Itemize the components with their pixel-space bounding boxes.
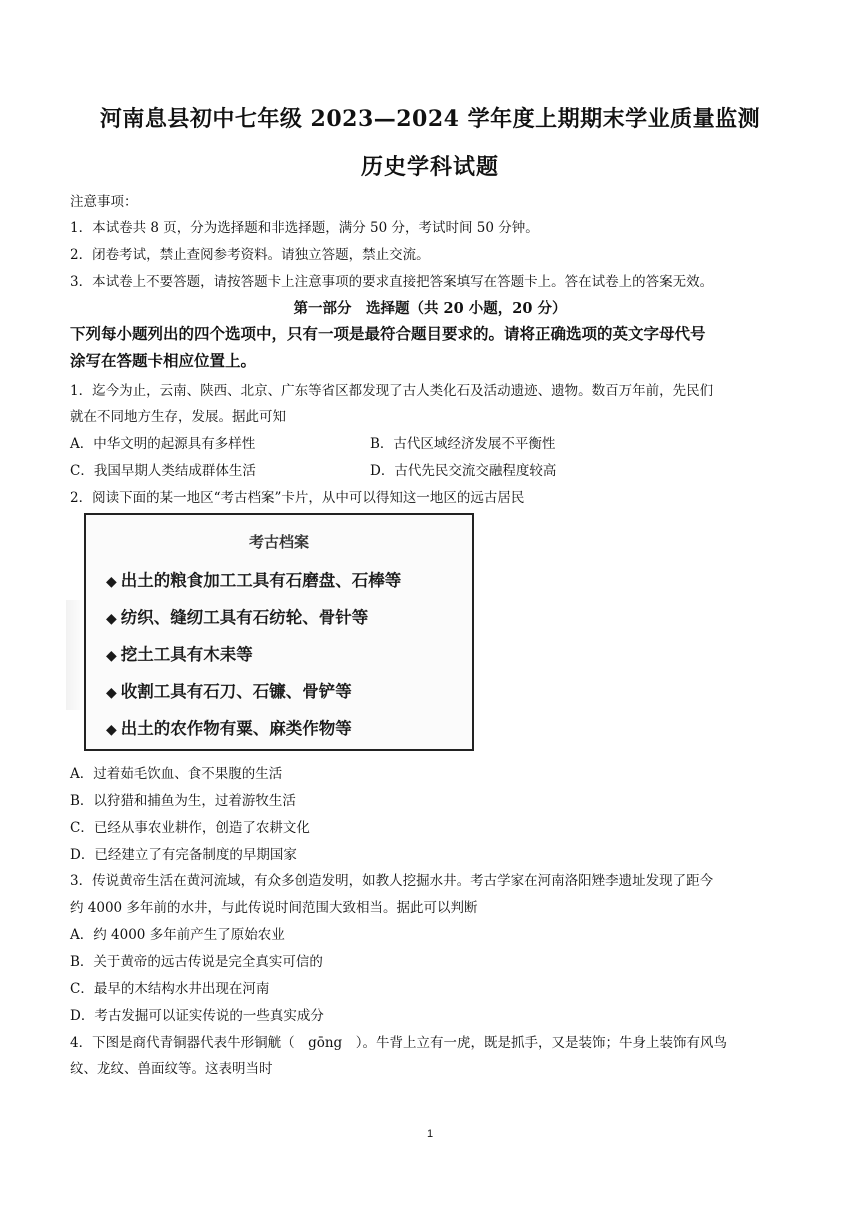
- part1-instruction: 下列每小题列出的四个选项中，只有一项是最符合题目要求的。请将正确选项的英文字母代号: [70, 324, 706, 343]
- q2-option-a: A．过着茹毛饮血、食不果腹的生活: [70, 766, 283, 782]
- q2-stem: 2．阅读下面的某一地区“考古档案”卡片，从中可以得知这一地区的远古居民: [70, 490, 525, 506]
- part1-heading: 第一部分 选择题（共 20 小题，20 分）: [293, 300, 567, 317]
- part1-instruction: 涂写在答题卡相应位置上。: [70, 351, 257, 370]
- exam-subtitle: 历史学科试题: [360, 154, 499, 180]
- diamond-bullet-icon: ◆: [106, 722, 117, 738]
- q3-option-d: D．考古发掘可以证实传说的一些真实成分: [70, 1008, 324, 1024]
- q3-stem: 3．传说黄帝生活在黄河流域，有众多创造发明，如教人挖掘水井。考古学家在河南洛阳矬李遗址发现了距今: [70, 873, 714, 889]
- q1-stem: 就在不同地方生存，发展。据此可知: [70, 409, 286, 425]
- q2-option-d: D．已经建立了有完备制度的早期国家: [70, 847, 297, 863]
- q4-stem: 纹、龙纹、兽面纹等。这表明当时: [70, 1061, 273, 1077]
- diamond-bullet-icon: ◆: [106, 648, 117, 664]
- archaeology-card: [84, 513, 474, 751]
- scan-shadow: [66, 600, 86, 710]
- q1-stem: 1．迄今为止，云南、陕西、北京、广东等省区都发现了古人类化石及活动遗迹、遗物。数百万年前，先民们: [70, 383, 714, 399]
- q1-option-a: A．中华文明的起源具有多样性: [70, 436, 256, 452]
- diamond-bullet-icon: ◆: [106, 685, 117, 701]
- card-item: ◆ 出土的粮食加工工具有石磨盘、石棒等: [106, 571, 402, 590]
- q2-option-b: B．以狩猎和捕鱼为生，过着游牧生活: [70, 793, 296, 809]
- q1-option-d: D．古代先民交流交融程度较高: [370, 463, 557, 479]
- q3-option-b: B．关于黄帝的远古传说是完全真实可信的: [70, 954, 323, 970]
- card-item: ◆ 出土的农作物有粟、麻类作物等: [106, 719, 352, 738]
- q3-option-c: C．最早的木结构水井出现在河南: [70, 981, 270, 997]
- notice-item: 3．本试卷上不要答题，请按答题卡上注意事项的要求直接把答案填写在答题卡上。答在试卷上的答案无效。: [70, 274, 714, 290]
- card-item: ◆ 挖土工具有木耒等: [106, 645, 253, 664]
- notice-item: 1．本试卷共 8 页，分为选择题和非选择题，满分 50 分，考试时间 50 分钟。: [70, 220, 539, 236]
- notice-heading: 注意事项：: [70, 194, 138, 210]
- q3-stem: 约 4000 多年前的水井，与此传说时间范围大致相当。据此可以判断: [70, 900, 478, 916]
- diamond-bullet-icon: ◆: [106, 611, 117, 627]
- q2-option-c: C．已经从事农业耕作，创造了农耕文化: [70, 820, 310, 836]
- card-item: ◆ 纺织、缝纫工具有石纺轮、骨针等: [106, 608, 369, 627]
- q1-option-c: C．我国早期人类结成群体生活: [70, 463, 256, 479]
- card-item: ◆ 收割工具有石刀、石镰、骨铲等: [106, 682, 352, 701]
- q1-option-b: B．古代区域经济发展不平衡性: [370, 436, 556, 452]
- q4-stem: 4．下图是商代青铜器代表牛形铜觥（ gōng ）。牛背上立有一虎，既是抓手，又是装饰；牛身上装饰有风鸟: [70, 1035, 727, 1051]
- diamond-bullet-icon: ◆: [106, 574, 117, 590]
- card-title: 考古档案: [248, 533, 309, 551]
- q3-option-a: A．约 4000 多年前产生了原始农业: [70, 927, 285, 943]
- exam-title: 河南息县初中七年级 2023—2024 学年度上期期末学业质量监测: [99, 106, 761, 132]
- page-number: 1: [426, 1128, 434, 1140]
- notice-item: 2．闭卷考试，禁止查阅参考资料。请独立答题，禁止交流。: [70, 247, 430, 263]
